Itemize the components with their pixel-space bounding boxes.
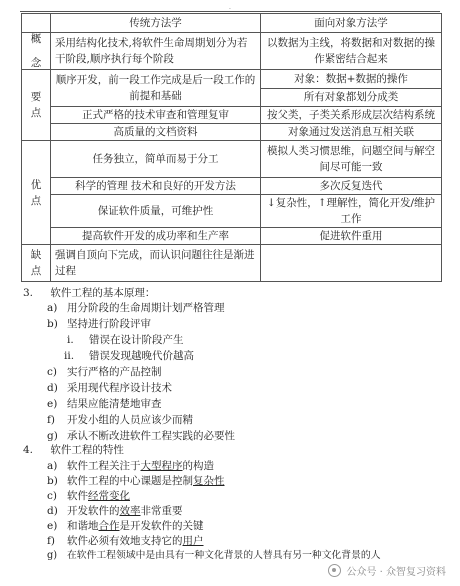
list-marker: ii. [64,350,75,362]
table-cell: ↓复杂性，↑理解性，简化开发/维护工作 [261,195,442,228]
table-header-object-oriented: 面向对象方法学 [261,14,442,33]
underlined-term: 用户 [182,535,204,547]
list-marker: d) [47,505,58,517]
list-text: 承认不断改进软件工程实践的必要性 [67,430,235,442]
table-cell [261,245,442,282]
list-text: 开发软件的效率非常重要 [67,505,183,517]
table-cell: 所有对象都划分成类 [261,88,442,107]
table-cell: 保证软件质量，可维护性 [51,195,261,228]
list-text: 错误在设计阶段产生 [89,334,184,346]
table-cell: 以数据为主线，将数据和对数据的操作紧密结合起来 [261,33,442,70]
underlined-term: 经常变化 [88,490,130,502]
table-header-traditional: 传统方法学 [51,14,261,33]
header-dot: . [229,4,231,11]
table-row [22,70,442,89]
list-marker: g) [47,550,58,561]
section-title: 软件工程的特性 [50,444,124,456]
underlined-term: 大型程序 [140,460,183,472]
list-marker: f) [47,414,55,426]
list-text: 开发小组的人员应该少而精 [67,414,193,426]
list-marker: b) [47,475,58,487]
table-cell: 高质量的文档资料 [51,124,261,141]
list-marker: b) [47,318,58,330]
table-row [22,228,442,245]
list-text: 坚持进行阶段评审 [67,318,151,330]
row-label-disadvantages: 缺点 [22,245,51,282]
list-text: 软件工程关注于大型程序的构造 [67,460,214,472]
list-text: 错误发现越晚代价越高 [89,350,194,362]
watermark-text: 公众号 · 众智复习资料 [346,567,446,578]
table-row [22,124,442,141]
list-text: 结果应能清楚地审查 [67,398,162,410]
list-marker: e) [47,520,58,532]
list-marker: d) [47,382,58,394]
list-marker: f) [47,535,55,547]
section-title: 软件工程的基本原理： [50,287,156,299]
table-header-empty [22,14,51,33]
list-text: 在软件工程领域中是由具有一种文化背景的人替具有另一种文化背景的人 [67,550,381,561]
table-row [22,33,442,70]
list-marker: c) [47,490,57,502]
table-cell: 科学的管理 技术和良好的开发方法 [51,178,261,195]
header-rule [20,11,440,12]
table-cell: 任务独立，简单而易于分工 [51,141,261,178]
list-marker: i. [67,334,74,346]
section-4-heading [23,443,124,457]
table-row [22,195,442,228]
section-number: 3. [23,287,34,299]
wechat-official-account-icon [328,564,341,577]
table-row [22,178,442,195]
table-cell: 顺序开发，前一段工作完成是后一段工作的前提和基础 [51,70,261,107]
table-cell: 正式严格的技术审查和管理复审 [51,107,261,124]
list-text: 软件工程的中心课题是控制复杂性 [67,475,225,487]
table-row [22,107,442,124]
underlined-term: 效率 [119,505,141,517]
list-text: 和谐地合作是开发软件的关键 [67,520,204,532]
list-marker: a) [47,302,58,314]
list-text: 软件经常变化 [67,490,130,502]
table-cell: 强调自顶向下完成，而认识问题往往是渐进过程 [51,245,261,282]
table-cell: 对象通过发送消息互相关联 [261,124,442,141]
table-row [22,245,442,282]
list-text: 采用现代程序设计技术 [67,382,172,394]
underlined-term: 复杂性 [193,475,225,487]
table-cell: 对象：数据+数据的操作 [261,70,442,89]
table-cell: 按父类，子类关系形成层次结构系统 [261,107,442,124]
table-cell: 提高软件开发的成功率和生产率 [51,228,261,245]
table-cell: 多次反复迭代 [261,178,442,195]
underlined-term: 合作 [98,520,120,532]
list-text: 软件必须有效地支持它的用户 [67,535,204,547]
list-marker: a) [47,460,58,472]
comparison-table [21,13,442,282]
table-row [22,141,442,178]
row-label-key-points: 要 点 [22,70,51,141]
section-3-heading [23,286,155,300]
list-marker: g) [47,430,58,442]
list-marker: c) [47,366,57,378]
list-text: 实行严格的产品控制 [67,366,162,378]
table-cell: 模拟人类习惯思维，问题空间与解空间尽可能一致 [261,141,442,178]
section-number: 4. [23,444,34,456]
table-cell: 促进软件重用 [261,228,442,245]
list-text: 用分阶段的生命周期计划严格管理 [67,302,225,314]
table-cell: 采用结构化技术,将软件生命周期划分为若干阶段,顺序执行每个阶段 [51,33,261,70]
row-label-concept: 概 念 [22,33,51,70]
row-label-advantages: 优 点 [22,141,51,245]
watermark [328,563,446,578]
list-marker: e) [47,398,58,410]
